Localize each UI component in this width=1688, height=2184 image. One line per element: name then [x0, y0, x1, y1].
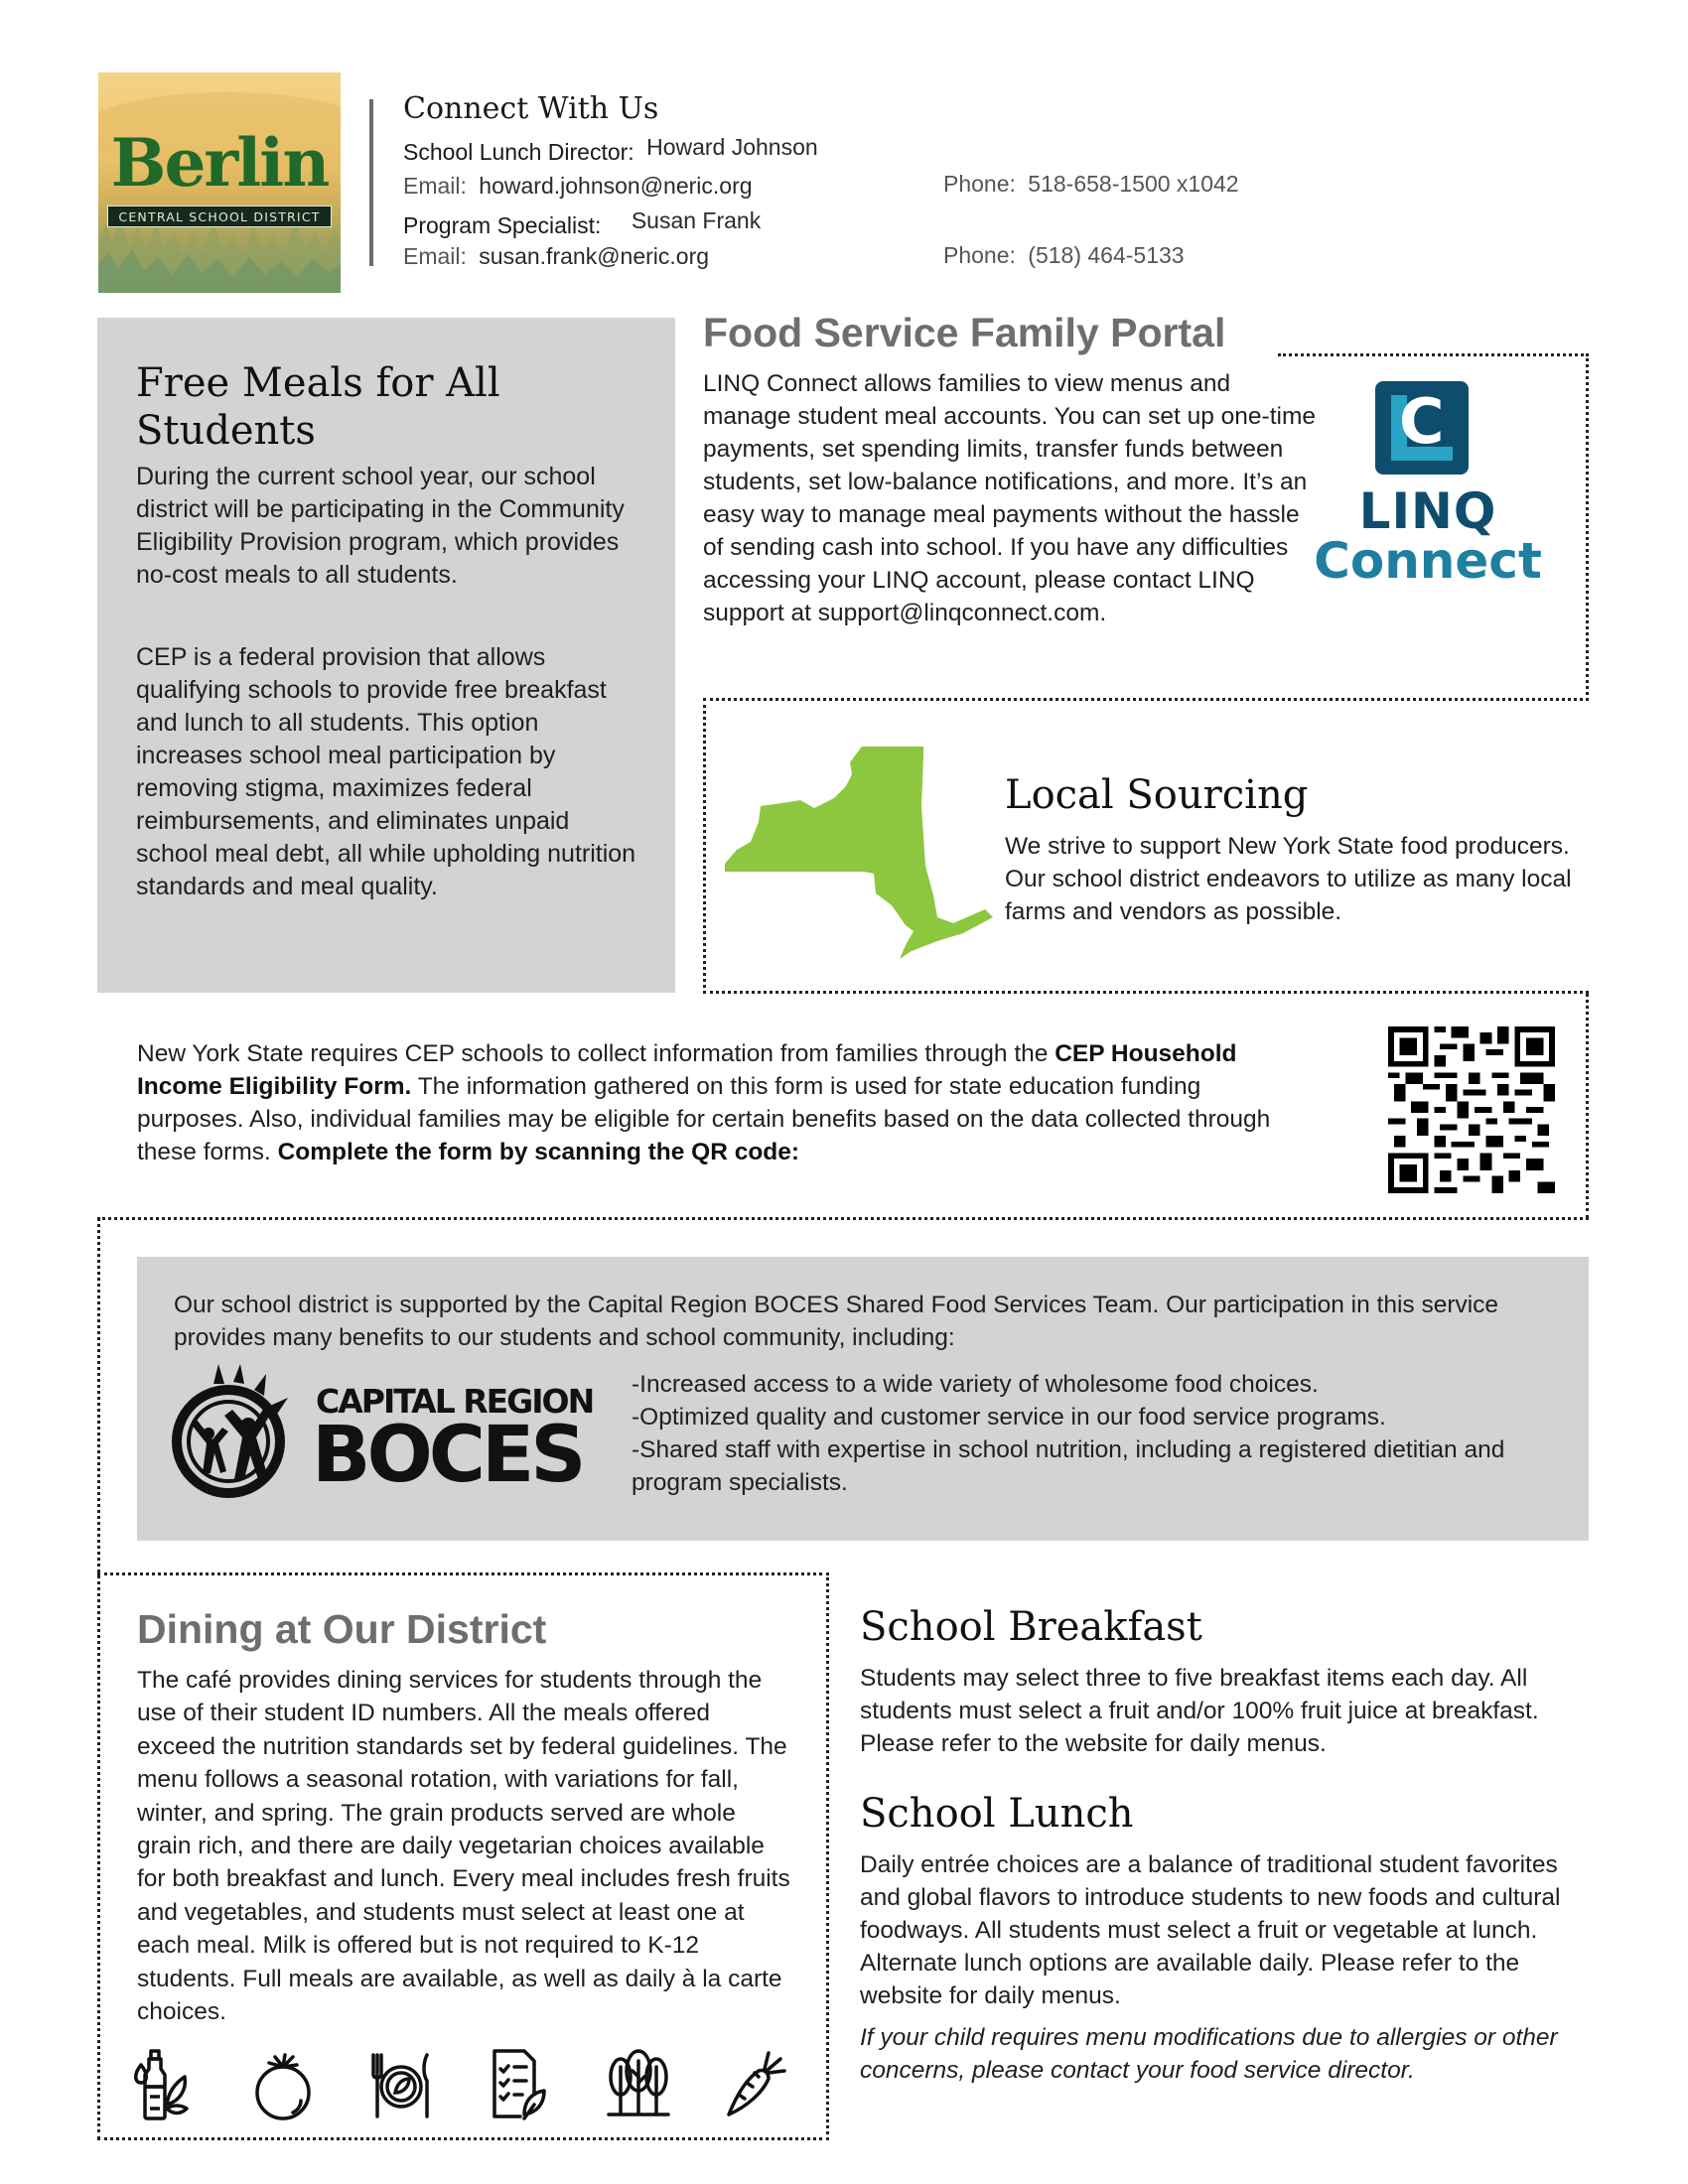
trees-icon	[607, 2049, 670, 2120]
specialist-email-link[interactable]: susan.frank@neric.org	[479, 243, 710, 269]
boces-benefits-list	[632, 1368, 1545, 1499]
plate-cutlery-icon	[369, 2049, 433, 2120]
specialist-email-row	[403, 243, 709, 270]
director-phone: 518-658-1500 x1042	[1028, 171, 1239, 197]
boces-border-top	[97, 1217, 1589, 1220]
portal-body: LINQ Connect allows families to view menus and manage student meal accounts. You can set up one-time payments, set spending limits, transfer funds between students, set low-balance notifications, and more. It’s an easy way to manage meal payments without the hassle of sending cash into school. If you have any difficulties accessing your LINQ account, please contact LINQ support at support@linqconnect.com.	[703, 370, 1316, 626]
qr-code-icon[interactable]	[1388, 1026, 1555, 1193]
director-phone-row	[943, 171, 1239, 198]
boces-intro: Our school district is supported by the Capital Region BOCES Shared Food Services Team. Our participation in this service provides many benefits to our students and school community, including:	[174, 1292, 1499, 1351]
specialist-phone: (518) 464-5133	[1028, 242, 1185, 268]
director-name: Howard Johnson	[646, 134, 818, 160]
director-row	[403, 134, 818, 166]
logo-band: CENTRAL SCHOOL DISTRICT	[107, 205, 332, 227]
local-sourcing-body: We strive to support New York State food producers. Our school district endeavors to utilize as many local farms and vendors as possible.	[1005, 833, 1572, 925]
district-logo	[98, 72, 341, 293]
connect-title: Connect With Us	[403, 91, 659, 126]
logo-word: Berlin	[110, 124, 329, 202]
lunch-title: School Lunch	[860, 1791, 1134, 1837]
director-email-label: Email:	[403, 173, 467, 199]
cep-call-to-action: Complete the form by scanning the QR code:	[277, 1139, 800, 1165]
carrot-icon	[725, 2049, 788, 2120]
breakfast-title: School Breakfast	[860, 1604, 1202, 1650]
director-email-row	[403, 173, 753, 200]
lunch-body: Daily entrée choices are a balance of traditional student favorites and global flavors to introduce students to new foods and cultural foodways. All students must select a fruit or vegetable at lunch. Alternate lunch options are available daily. Please refer to the website for daily menus.	[860, 1851, 1561, 2009]
tomato-icon	[251, 2049, 315, 2120]
linq-mark-c: C	[1399, 385, 1445, 458]
qr-border-right	[1586, 993, 1589, 1219]
free-meals-paragraph-1: During the current school year, our school district will be participating in the Community Eligibility Provision program, which provides no-cost meals to all students.	[136, 463, 625, 589]
linq-word: LINQ	[1358, 482, 1497, 540]
boces-benefit-item: -Increased access to a wide variety of wholesome food choices.	[632, 1371, 1319, 1398]
breakfast-body: Students may select three to five breakfast items each day. All students must select a fruit and/or 100% fruit juice at breakfast. Please refer to the website for daily menus.	[860, 1665, 1539, 1757]
cep-form-name: CEP Household Income Eligibility Form.	[137, 1040, 1237, 1100]
specialist-label: Program Specialist:	[403, 212, 602, 238]
dining-title: Dining at Our District	[137, 1606, 547, 1652]
boces-emblem-icon	[169, 1362, 298, 1511]
connect-word: Connect	[1314, 532, 1542, 590]
dining-body: The café provides dining services for students through the use of their student ID numbers. All the meals offered exceed the nutrition standards set by federal guidelines. The menu follows a seasonal rotation, with variations for fall, winter, and spring. The grain products served are whole grain rich, and there are daily vegetarian choices available for both breakfast and lunch. Every meal includes fresh fruits and vegetables, and students must select at least one at each meal. Milk is offered but is not required to K-12 students. Full meals are available, as well as daily à la carte choices.	[137, 1667, 790, 2026]
portal-border-right	[1586, 353, 1589, 701]
local-sourcing-title: Local Sourcing	[1005, 772, 1309, 818]
allergy-note: If your child requires menu modifications due to allergies or other concerns, please contact your food service director.	[860, 2024, 1558, 2084]
header-divider	[369, 99, 373, 266]
bottle-leaf-icon	[133, 2049, 197, 2120]
dining-icons-row	[133, 2049, 788, 2120]
checklist-leaf-icon	[489, 2049, 552, 2120]
director-label: School Lunch Director:	[403, 139, 634, 165]
director-phone-label: Phone:	[943, 171, 1016, 197]
portal-title: Food Service Family Portal	[703, 310, 1226, 355]
boces-benefit-item: -Shared staff with expertise in school nutrition, including a registered dietitian and program specialists.	[632, 1436, 1505, 1496]
specialist-row	[403, 207, 762, 239]
free-meals-paragraph-2: CEP is a federal provision that allows qualifying schools to provide free breakfast and lunch to all students. This option increases school meal participation by removing stigma, maximizes federal reimbursements, and eliminates unpaid school meal debt, all while upholding nutrition standards and meal quality.	[136, 643, 636, 900]
specialist-phone-label: Phone:	[943, 242, 1016, 268]
boces-benefit-item: -Optimized quality and customer service in our food service programs.	[632, 1404, 1386, 1431]
new-york-state-map-icon	[725, 747, 998, 960]
cep-text-1: New York State requires CEP schools to collect information from families through the	[137, 1040, 1055, 1067]
portal-border-top	[1278, 353, 1589, 356]
cep-text-2: The information gathered on this form is used for state education funding purposes. Also, individual families may be eligible for certain benefits based on the data collected through these forms.	[137, 1073, 1271, 1165]
boces-logo-line2: BOCES	[312, 1411, 583, 1500]
capital-region-boces-logo	[169, 1362, 606, 1511]
specialist-name: Susan Frank	[631, 207, 762, 233]
linq-connect-logo	[1294, 377, 1562, 596]
specialist-phone-row	[943, 242, 1185, 269]
director-email-link[interactable]: howard.johnson@neric.org	[479, 173, 753, 199]
boces-logo-line1: CAPITAL REGION	[316, 1382, 594, 1421]
cep-form-text	[137, 1037, 1309, 1168]
free-meals-title: Free Meals for All Students	[136, 360, 500, 454]
specialist-email-label: Email:	[403, 243, 467, 269]
